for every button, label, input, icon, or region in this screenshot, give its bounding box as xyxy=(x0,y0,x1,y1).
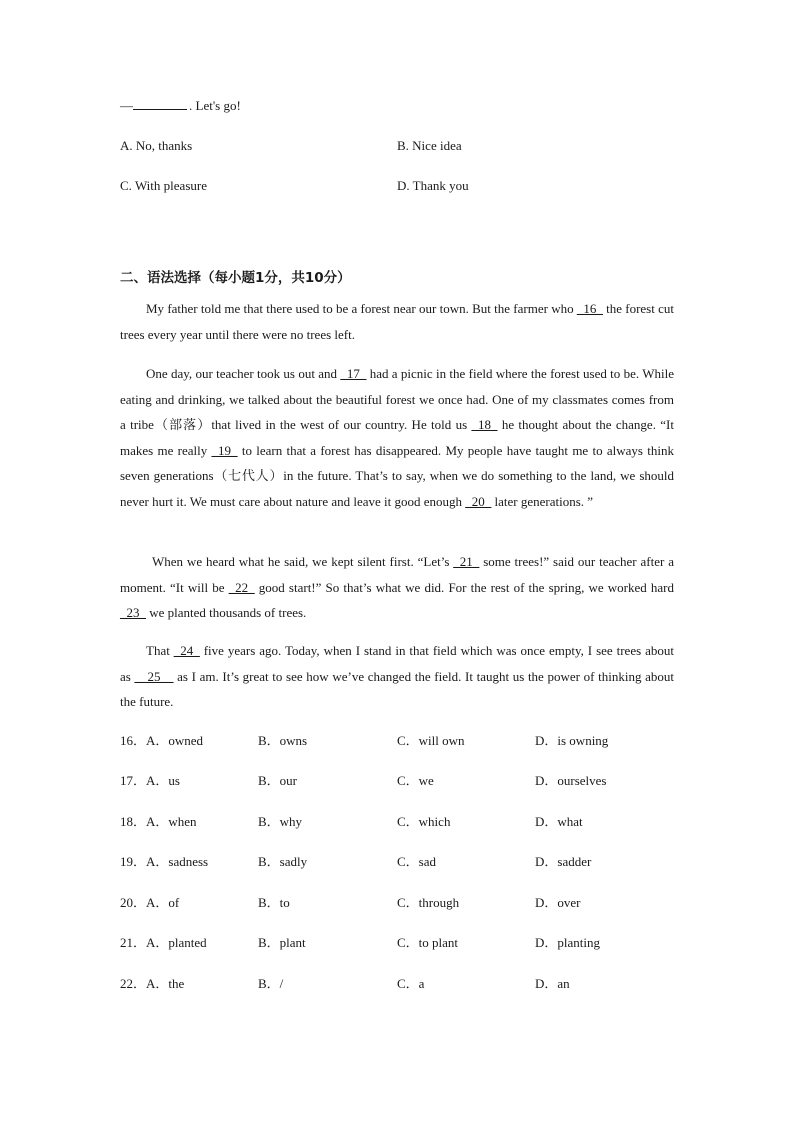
blank-25: __25__ xyxy=(134,668,174,684)
passage-text: My father told me that there used to be a forest near our town. But the farmer who xyxy=(146,301,577,316)
dialogue-prompt xyxy=(120,97,241,114)
passage-paragraph-2 xyxy=(120,361,674,514)
passage-text: the forest cut trees every year until there were no trees left. xyxy=(120,301,674,342)
option-c xyxy=(120,178,207,194)
option-c-text: C．sad xyxy=(397,854,437,869)
passage-text: That xyxy=(146,643,174,658)
blank-23: _23_ xyxy=(120,605,146,620)
blank-19: _19_ xyxy=(211,442,238,458)
blank-24: _24_ xyxy=(173,643,200,658)
passage-text: One day, our teacher took us out and xyxy=(146,366,341,381)
passage-paragraph-4 xyxy=(120,638,674,715)
blank-20: _20_ xyxy=(465,493,492,509)
passage-paragraph-3 xyxy=(120,549,674,626)
option-a-text: 18．A．when xyxy=(120,814,197,829)
option-b-text: B．to xyxy=(258,895,290,910)
question-row-17 xyxy=(120,770,680,790)
question-row-19 xyxy=(120,851,680,871)
option-text: No, thanks xyxy=(135,138,193,153)
blank-22: _22_ xyxy=(228,579,255,595)
option-letter: A. xyxy=(120,138,133,153)
option-c-text: C．to plant xyxy=(397,935,459,950)
option-d-text: D．over xyxy=(535,895,581,910)
question-row-16 xyxy=(120,730,680,750)
passage-text: good start!” So that’s what we did. For the rest of the spring, we worked hard xyxy=(254,579,674,595)
question-row-20 xyxy=(120,892,680,912)
option-b-text: B．sadly xyxy=(258,854,308,869)
dialogue-text: . Let's go! xyxy=(189,98,241,113)
passage-text: he thought about the change. “It makes me really xyxy=(120,417,674,458)
passage-text: When we heard what he said, we kept silent first. “Let’s xyxy=(152,554,454,569)
passage-paragraph-1 xyxy=(120,296,674,347)
question-row-22 xyxy=(120,973,680,993)
question-row-18 xyxy=(120,811,680,831)
passage-text: to learn that a forest has disappeared. My people have taught me to always think seven generations（七代人）in the future. That’s to say, when we do something to the land, we should never hurt it. We must care about nature and leave it good enough xyxy=(120,442,674,509)
passage-text: later generations. ” xyxy=(491,493,594,509)
option-a-text: 16．A．owned xyxy=(120,733,204,748)
option-b xyxy=(397,138,462,154)
option-c-text: C．we xyxy=(397,773,434,788)
option-b-text: B．why xyxy=(258,814,303,829)
option-b-text: B．owns xyxy=(258,733,308,748)
dialogue-dash: — xyxy=(120,98,133,113)
option-c-text: C．will own xyxy=(397,733,465,748)
option-b-text: B．our xyxy=(258,773,298,788)
option-text: Nice idea xyxy=(412,138,462,153)
blank-18: _18_ xyxy=(471,417,498,432)
option-a-text: 17．A．us xyxy=(120,773,180,788)
option-d-text: D．sadder xyxy=(535,854,592,869)
passage-text: had a picnic in the field where the forest used to be. While eating and drinking, we talked about the beautiful forest we once had. One of my classmates comes from a tribe（部落）that lived in the west of our country. He told us xyxy=(120,366,674,432)
option-text: With pleasure xyxy=(134,178,207,193)
option-d-text: D．an xyxy=(535,976,570,991)
option-d-text: D．is owning xyxy=(535,733,609,748)
option-b-text: B．plant xyxy=(258,935,306,950)
option-a-text: 22．A．the xyxy=(120,976,185,991)
passage-text: some trees!” said our teacher after a moment. “It will be xyxy=(120,554,675,595)
passage-text: we planted thousands of trees. xyxy=(146,605,307,620)
option-c-text: C．a xyxy=(397,976,425,991)
section-title: 二、语法选择（每小题1分，共10分） xyxy=(120,270,351,286)
option-a xyxy=(120,138,192,154)
answer-blank xyxy=(133,97,187,110)
option-c-text: C．through xyxy=(397,895,460,910)
blank-16: _16_ xyxy=(576,301,603,316)
question-row-21 xyxy=(120,932,680,952)
option-text: Thank you xyxy=(412,178,469,193)
option-b-text: B．/ xyxy=(258,976,284,991)
option-d-text: D．ourselves xyxy=(535,773,607,788)
passage-text: as I am. It’s great to see how we’ve changed the field. It taught us the power of thinking about the future. xyxy=(120,668,674,709)
option-letter: D. xyxy=(397,178,410,193)
blank-21: _21_ xyxy=(453,554,480,569)
blank-17: _17_ xyxy=(340,366,367,381)
option-a-text: 21．A．planted xyxy=(120,935,207,950)
passage-text: five years ago. Today, when I stand in that field which was once empty, I see trees about as xyxy=(120,643,674,684)
option-letter: C. xyxy=(120,178,132,193)
option-a-text: 19．A．sadness xyxy=(120,854,209,869)
option-d xyxy=(397,178,469,194)
option-d-text: D．what xyxy=(535,814,583,829)
option-c-text: C．which xyxy=(397,814,451,829)
option-letter: B. xyxy=(397,138,409,153)
option-a-text: 20．A．of xyxy=(120,895,180,910)
option-d-text: D．planting xyxy=(535,935,600,950)
